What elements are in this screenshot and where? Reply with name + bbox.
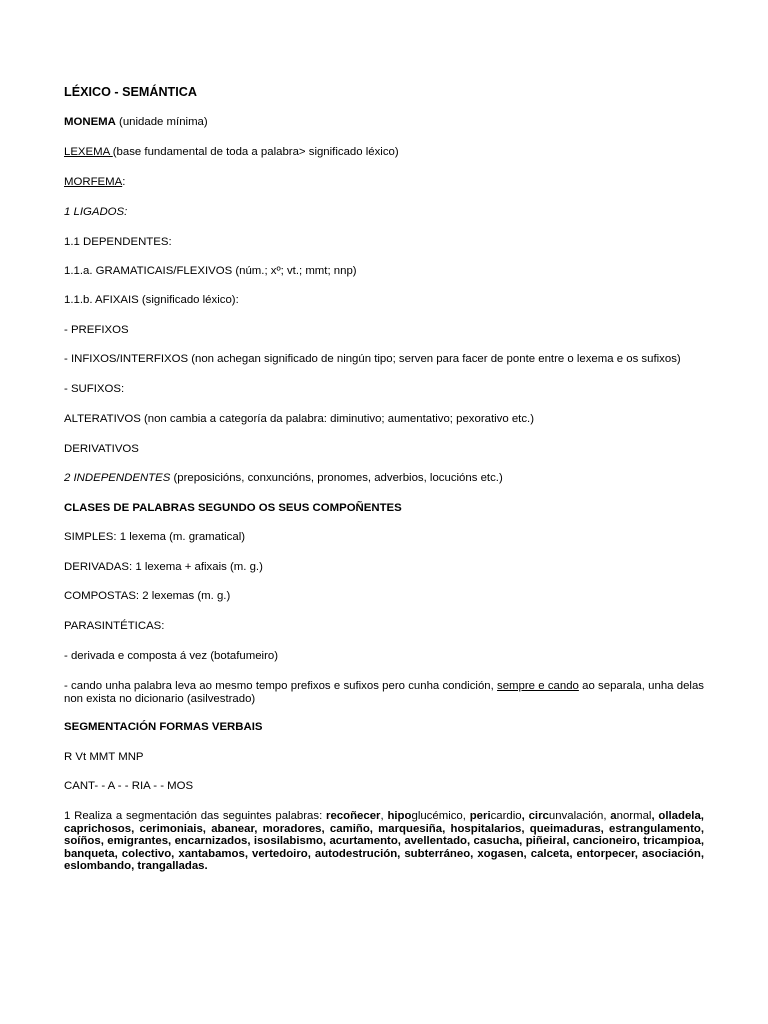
lexema-definition: (base fundamental de toda a palabra> significado léxico) xyxy=(112,146,399,158)
independentes-definition: (preposicións, conxuncións, pronomes, adverbios, locucións etc.) xyxy=(170,472,503,484)
word-1: recoñecer xyxy=(326,810,381,822)
monema-definition: (unidade mínima) xyxy=(115,116,208,128)
word-3-rest: cardio xyxy=(490,810,522,822)
derivada-composta-line: - derivada e composta á vez (botafumeiro) xyxy=(64,650,278,662)
word-3-bold: peri xyxy=(469,810,491,822)
cando-underlined: sempre e cando xyxy=(497,680,579,692)
sufixos-line: - SUFIXOS: xyxy=(64,383,125,395)
word-5-rest: normal xyxy=(616,810,652,822)
prefixos-line: - PREFIXOS xyxy=(64,324,129,336)
word-4-bold: circ xyxy=(528,810,549,822)
cando-paragraph xyxy=(64,680,704,705)
afixais-line: 1.1.b. AFIXAIS (significado léxico): xyxy=(64,294,239,306)
compostas-line: COMPOSTAS: 2 lexemas (m. g.) xyxy=(64,590,231,602)
sep-1: , xyxy=(380,810,388,822)
monema-term: MONEMA xyxy=(64,116,116,128)
document-title: LÉXICO - SEMÁNTICA xyxy=(64,85,197,99)
clases-heading: CLASES DE PALABRAS SEGUNDO OS SEUS COMPOÑENTES xyxy=(64,502,402,514)
alterativos-line: ALTERATIVOS (non cambia a categoría da palabra: diminutivo; aumentativo; pexorativo etc.) xyxy=(64,413,534,425)
gramaticais-line: 1.1.a. GRAMATICAIS/FLEXIVOS (núm.; xº; vt.; mmt; nnp) xyxy=(64,265,357,277)
independentes-term: 2 INDEPENDENTES xyxy=(64,472,171,484)
derivativos-line: DERIVATIVOS xyxy=(64,443,139,455)
morfema-colon: : xyxy=(122,176,126,188)
word-2-rest: glucémico, xyxy=(411,810,470,822)
r-vt-line: R Vt MMT MNP xyxy=(64,751,144,763)
exercise-paragraph xyxy=(64,810,704,873)
parasinteticas-line: PARASINTÉTICAS: xyxy=(64,620,165,632)
cando-text-1: - cando unha palabra leva ao mesmo tempo prefixos e sufixos pero cunha condición, xyxy=(64,680,498,692)
word-5-bold: a xyxy=(610,810,617,822)
monema-line xyxy=(64,116,208,129)
morfema-term: MORFEMA xyxy=(64,176,123,188)
derivadas-line: DERIVADAS: 1 lexema + afixais (m. g.) xyxy=(64,561,263,573)
word-4-rest: unvalación, xyxy=(548,810,611,822)
morfema-line xyxy=(64,176,125,189)
sep-3: , xyxy=(521,810,529,822)
independentes-line xyxy=(64,472,503,485)
cant-line: CANT- - A - - RIA - - MOS xyxy=(64,780,194,792)
word-list: , olladela, caprichosos, cerimoniais, abanear, moradores, camiño, marquesiña, hospitalarios, queimaduras, estrangulamento, soíños, emigrantes, encarnizados, isosilabismo, acurtamento, avellentado, casucha, piñeiral, cancioneiro, tricampioa, banqueta, colectivo, xantabamos, vertedoiro, autodestrución, subterráneo, xogasen, calceta, entorpecer, asociación, eslombando, trangalladas. xyxy=(64,810,704,873)
dependentes-heading: 1.1 DEPENDENTES: xyxy=(64,236,172,248)
simples-line: SIMPLES: 1 lexema (m. gramatical) xyxy=(64,531,246,543)
word-2-bold: hipo xyxy=(387,810,412,822)
segmentacion-heading: SEGMENTACIÓN FORMAS VERBAIS xyxy=(64,721,263,733)
lexema-term: LEXEMA xyxy=(64,146,113,158)
exercise-intro: 1 Realiza a segmentación das seguintes palabras: xyxy=(64,810,327,822)
ligados-heading: 1 LIGADOS: xyxy=(64,206,128,218)
lexema-line xyxy=(64,146,399,159)
infixos-line: - INFIXOS/INTERFIXOS (non achegan significado de ningún tipo; serven para facer de ponte entre o lexema e os sufixos) xyxy=(64,353,681,365)
cando-text-2: ao separala, unha delas non exista no dicionario (asilvestrado) xyxy=(64,680,704,705)
